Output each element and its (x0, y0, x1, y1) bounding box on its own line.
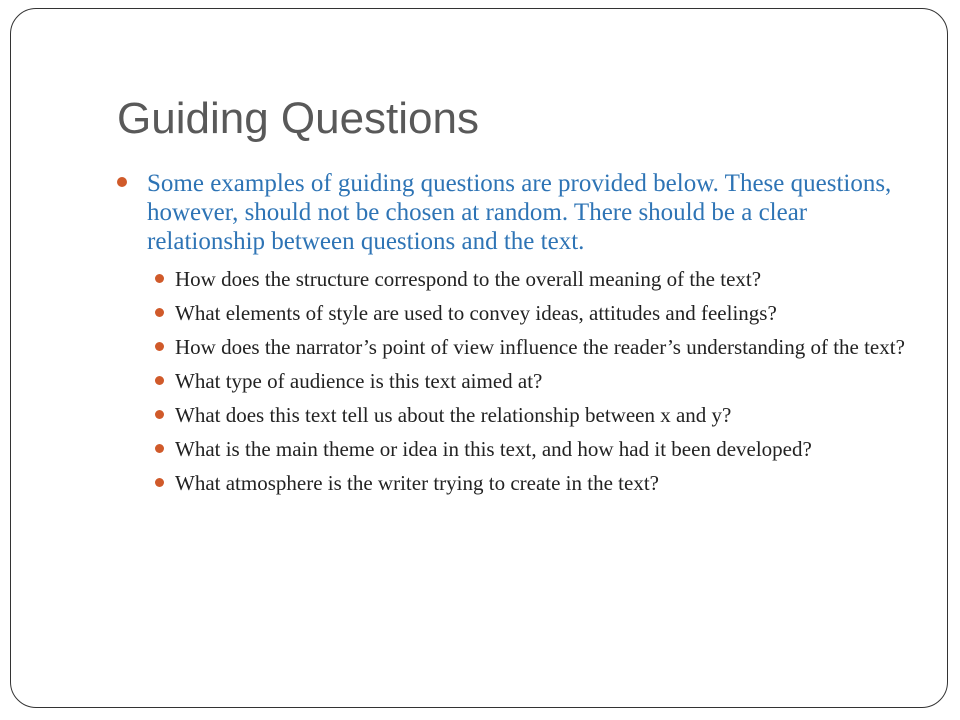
question-item (117, 368, 917, 394)
question-list (117, 266, 917, 496)
question-item (117, 334, 917, 360)
question-item (117, 470, 917, 496)
bullet-icon (155, 274, 164, 283)
question-text: What elements of style are used to convey ideas, attitudes and feelings? (175, 301, 777, 325)
bullet-icon (155, 376, 164, 385)
question-item (117, 436, 917, 462)
question-item (117, 266, 917, 292)
intro-text: Some examples of guiding questions are provided below. These questions, however, should not be chosen at random. There should be a clear relationship between questions and the text. (147, 170, 892, 255)
bullet-icon (155, 444, 164, 453)
question-item (117, 402, 917, 428)
question-text: How does the structure correspond to the overall meaning of the text? (175, 267, 762, 291)
question-text: How does the narrator’s point of view influence the reader’s understanding of the text? (175, 335, 905, 359)
question-text: What atmosphere is the writer trying to create in the text? (175, 471, 659, 495)
question-item (117, 300, 917, 326)
slide (10, 8, 948, 708)
bullet-icon (155, 410, 164, 419)
question-text: What does this text tell us about the relationship between x and y? (175, 403, 732, 427)
question-text: What type of audience is this text aimed at? (175, 369, 543, 393)
question-text: What is the main theme or idea in this text, and how had it been developed? (175, 437, 812, 461)
intro-bullet (117, 169, 917, 256)
slide-body (117, 169, 917, 504)
bullet-icon (117, 177, 127, 187)
bullet-icon (155, 308, 164, 317)
bullet-icon (155, 342, 164, 351)
bullet-icon (155, 478, 164, 487)
slide-title: Guiding Questions (117, 94, 479, 143)
